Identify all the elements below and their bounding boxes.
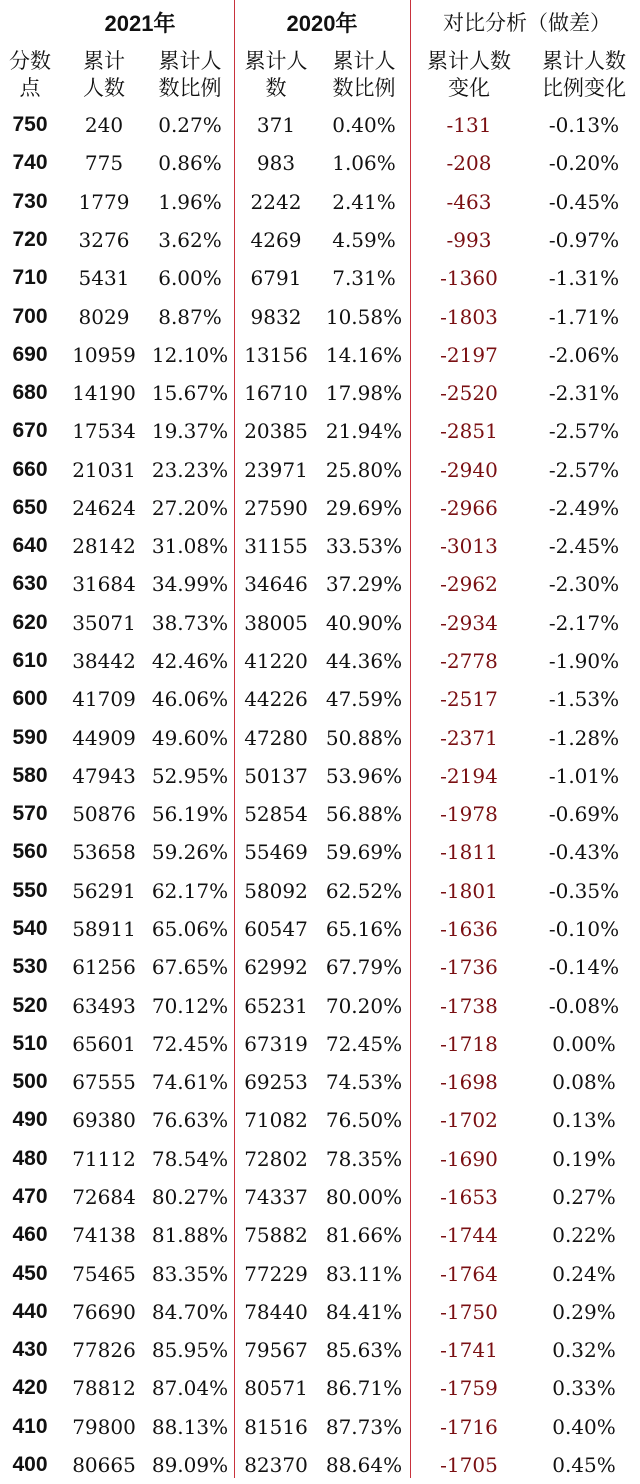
- score-cell: 650: [12, 495, 48, 519]
- ratio-change-cell: 0.19%: [552, 1146, 616, 1171]
- ratio-change-cell: -2.06%: [548, 342, 620, 367]
- cumulative-2020-cell: 23971: [244, 457, 308, 482]
- ratio-2020-cell: 53.96%: [325, 763, 403, 788]
- ratio-change-cell: -0.97%: [548, 227, 620, 252]
- score-cell: 720: [12, 227, 48, 251]
- count-change-cell: -993: [446, 227, 492, 252]
- ratio-change-cell: 0.00%: [552, 1031, 616, 1056]
- count-change-cell: -3013: [440, 534, 498, 559]
- cumulative-2020-cell: 71082: [244, 1108, 308, 1133]
- cumulative-2020-cell: 82370: [244, 1452, 308, 1477]
- group-header-2021: 2021年: [104, 10, 176, 36]
- ratio-2021-cell: 80.27%: [151, 1184, 229, 1209]
- ratio-2021-cell: 74.61%: [151, 1070, 229, 1095]
- cumulative-2021-cell: 72684: [72, 1184, 136, 1209]
- count-change-cell: -2520: [440, 381, 498, 406]
- table-row: [0, 565, 640, 603]
- table-row: [0, 642, 640, 680]
- ratio-2020-cell: 59.69%: [325, 840, 403, 865]
- cumulative-2020-cell: 50137: [244, 763, 308, 788]
- ratio-change-cell: 0.40%: [552, 1414, 616, 1439]
- score-cell: 410: [12, 1414, 48, 1438]
- ratio-change-cell: -0.45%: [548, 189, 620, 214]
- cumulative-2021-cell: 76690: [72, 1299, 136, 1324]
- ratio-2021-cell: 6.00%: [158, 266, 222, 291]
- ratio-2020-cell: 1.06%: [332, 151, 396, 176]
- cumulative-2021-cell: 35071: [72, 610, 136, 635]
- score-cell: 630: [12, 572, 48, 596]
- col-header-2020-ratio: 累计人 数比例: [332, 49, 396, 100]
- table-row: [0, 1178, 640, 1216]
- count-change-cell: -1705: [440, 1452, 498, 1477]
- score-cell: 690: [12, 342, 48, 366]
- cumulative-2021-cell: 78812: [72, 1376, 136, 1401]
- ratio-change-cell: -0.10%: [548, 917, 620, 941]
- score-cell: 490: [12, 1108, 48, 1132]
- table-row: [0, 833, 640, 871]
- ratio-2021-cell: 12.10%: [151, 342, 229, 367]
- count-change-cell: -2778: [440, 649, 498, 674]
- table-row: [0, 1369, 640, 1407]
- cumulative-2021-cell: 80665: [72, 1452, 136, 1477]
- cumulative-2020-cell: 55469: [244, 840, 308, 865]
- ratio-change-cell: -2.17%: [548, 610, 620, 635]
- ratio-change-cell: -0.14%: [548, 955, 620, 980]
- ratio-change-cell: 0.45%: [552, 1452, 616, 1477]
- ratio-2020-cell: 21.94%: [325, 419, 403, 444]
- score-cell: 560: [12, 840, 48, 864]
- count-change-cell: -1738: [440, 993, 498, 1018]
- ratio-change-cell: -2.57%: [548, 457, 620, 482]
- ratio-2021-cell: 65.06%: [151, 917, 229, 941]
- ratio-2020-cell: 81.66%: [325, 1223, 403, 1248]
- col-header-2020-cumulative: 累计人 数: [244, 49, 308, 100]
- ratio-2020-cell: 40.90%: [325, 610, 403, 635]
- table-row: [0, 1293, 640, 1331]
- score-cell: 730: [12, 189, 48, 213]
- cumulative-2020-cell: 79567: [244, 1338, 308, 1363]
- ratio-2020-cell: 14.16%: [325, 342, 403, 367]
- cumulative-2021-cell: 14190: [72, 381, 136, 406]
- ratio-2020-cell: 62.52%: [325, 878, 403, 903]
- score-cell: 470: [12, 1184, 48, 1208]
- count-change-cell: -1801: [440, 878, 498, 903]
- table-row: [0, 1446, 640, 1484]
- cumulative-2020-cell: 371: [256, 113, 296, 138]
- cumulative-2020-cell: 13156: [244, 342, 308, 367]
- score-cell: 430: [12, 1338, 48, 1362]
- cumulative-2021-cell: 77826: [72, 1338, 136, 1363]
- cumulative-2021-cell: 240: [84, 113, 124, 138]
- score-cell: 510: [12, 1031, 48, 1055]
- table-row: [0, 221, 640, 259]
- ratio-change-cell: -1.53%: [548, 687, 620, 712]
- count-change-cell: -1764: [440, 1261, 498, 1286]
- ratio-2021-cell: 81.88%: [151, 1223, 229, 1248]
- table-row: [0, 1101, 640, 1139]
- ratio-2021-cell: 56.19%: [151, 802, 229, 827]
- ratio-2020-cell: 37.29%: [325, 572, 403, 597]
- cumulative-2021-cell: 71112: [72, 1146, 136, 1171]
- table-row: [0, 680, 640, 718]
- ratio-2021-cell: 3.62%: [158, 227, 222, 252]
- cumulative-2020-cell: 6791: [250, 266, 302, 291]
- ratio-2020-cell: 84.41%: [325, 1299, 403, 1324]
- ratio-2021-cell: 72.45%: [151, 1031, 229, 1056]
- ratio-2021-cell: 34.99%: [151, 572, 229, 597]
- cumulative-2020-cell: 65231: [244, 993, 308, 1018]
- cumulative-2021-cell: 8029: [78, 304, 130, 329]
- ratio-2021-cell: 62.17%: [151, 878, 229, 903]
- ratio-2021-cell: 87.04%: [151, 1376, 229, 1401]
- ratio-2020-cell: 87.73%: [325, 1414, 403, 1439]
- table-row: [0, 910, 640, 948]
- ratio-2020-cell: 85.63%: [325, 1338, 403, 1363]
- count-change-cell: -463: [446, 189, 492, 214]
- table-row: [0, 757, 640, 795]
- cumulative-2021-cell: 75465: [72, 1261, 136, 1286]
- ratio-2021-cell: 1.96%: [158, 189, 222, 214]
- score-cell: 640: [12, 534, 48, 558]
- count-change-cell: -2194: [440, 763, 498, 788]
- count-change-cell: -2940: [440, 457, 498, 482]
- cumulative-2020-cell: 72802: [244, 1146, 308, 1171]
- cumulative-2020-cell: 9832: [250, 304, 302, 329]
- count-change-cell: -2371: [440, 725, 498, 750]
- ratio-2020-cell: 17.98%: [325, 381, 403, 406]
- ratio-change-cell: -2.45%: [548, 534, 620, 559]
- count-change-cell: -1690: [440, 1146, 498, 1171]
- group-header-2020: 2020年: [286, 10, 358, 36]
- count-change-cell: -1653: [440, 1184, 498, 1209]
- ratio-change-cell: 0.22%: [552, 1223, 616, 1248]
- cumulative-2021-cell: 31684: [72, 572, 136, 597]
- cumulative-2020-cell: 983: [256, 151, 296, 176]
- count-change-cell: -2934: [440, 610, 498, 635]
- count-change-cell: -1702: [440, 1108, 498, 1133]
- ratio-2020-cell: 2.41%: [332, 189, 396, 214]
- ratio-2021-cell: 67.65%: [151, 955, 229, 980]
- cumulative-2020-cell: 74337: [244, 1184, 308, 1209]
- ratio-2021-cell: 76.63%: [151, 1108, 229, 1133]
- cumulative-2021-cell: 65601: [72, 1031, 136, 1056]
- ratio-2020-cell: 80.00%: [325, 1184, 403, 1209]
- table-row: [0, 604, 640, 642]
- table-row: [0, 948, 640, 986]
- table-row: [0, 1254, 640, 1292]
- count-change-cell: -1759: [440, 1376, 498, 1401]
- cumulative-2020-cell: 75882: [244, 1223, 308, 1248]
- cumulative-2021-cell: 21031: [72, 457, 136, 482]
- ratio-change-cell: -1.01%: [548, 763, 620, 788]
- ratio-change-cell: -0.13%: [548, 113, 620, 138]
- cumulative-2020-cell: 80571: [244, 1376, 308, 1401]
- count-change-cell: -1978: [440, 802, 498, 827]
- ratio-2021-cell: 27.20%: [151, 495, 229, 520]
- cumulative-2020-cell: 77229: [244, 1261, 308, 1286]
- table-row: [0, 336, 640, 374]
- table-row: [0, 412, 640, 450]
- table-row: [0, 1025, 640, 1063]
- score-cell: 600: [12, 687, 48, 711]
- ratio-2020-cell: 78.35%: [325, 1146, 403, 1171]
- score-cell: 710: [12, 266, 48, 290]
- cumulative-2020-cell: 78440: [244, 1299, 308, 1324]
- cumulative-2021-cell: 61256: [72, 955, 136, 980]
- ratio-2020-cell: 25.80%: [325, 457, 403, 482]
- score-cell: 700: [12, 304, 48, 328]
- cumulative-2021-cell: 44909: [72, 725, 136, 750]
- col-header-ratio-change: 累计人数 比例变化: [542, 49, 626, 100]
- cumulative-2020-cell: 34646: [244, 572, 308, 597]
- ratio-change-cell: -1.31%: [548, 266, 620, 291]
- score-cell: 660: [12, 457, 48, 481]
- count-change-cell: -2517: [440, 687, 498, 712]
- ratio-2021-cell: 46.06%: [151, 687, 229, 712]
- cumulative-2020-cell: 41220: [244, 649, 308, 674]
- ratio-change-cell: -1.28%: [548, 725, 620, 750]
- count-change-cell: -1736: [440, 955, 498, 980]
- cumulative-2020-cell: 47280: [244, 725, 308, 750]
- ratio-change-cell: 0.13%: [552, 1108, 616, 1133]
- table-row: [0, 106, 640, 144]
- ratio-2020-cell: 44.36%: [325, 649, 403, 674]
- ratio-2021-cell: 8.87%: [158, 304, 222, 329]
- cumulative-2021-cell: 67555: [72, 1070, 136, 1095]
- ratio-change-cell: 0.24%: [552, 1261, 616, 1286]
- ratio-2021-cell: 85.95%: [151, 1338, 229, 1363]
- count-change-cell: -1811: [440, 840, 498, 865]
- cumulative-2021-cell: 775: [84, 151, 124, 176]
- ratio-2021-cell: 89.09%: [151, 1452, 229, 1477]
- score-cell: 570: [12, 802, 48, 826]
- table-row: [0, 1216, 640, 1254]
- count-change-cell: -1803: [440, 304, 498, 329]
- cumulative-2020-cell: 44226: [244, 687, 308, 712]
- table-row: [0, 374, 640, 412]
- count-change-cell: -2851: [440, 419, 498, 444]
- ratio-2020-cell: 76.50%: [325, 1108, 403, 1133]
- ratio-change-cell: -0.43%: [548, 840, 620, 865]
- cumulative-2021-cell: 74138: [72, 1223, 136, 1248]
- cumulative-2020-cell: 2242: [250, 189, 302, 214]
- cumulative-2021-cell: 28142: [72, 534, 136, 559]
- ratio-2021-cell: 23.23%: [151, 457, 229, 482]
- cumulative-2021-cell: 53658: [72, 840, 136, 865]
- ratio-2020-cell: 4.59%: [332, 227, 396, 252]
- group-header-analysis: 对比分析（做差）: [443, 11, 611, 35]
- ratio-change-cell: 0.29%: [552, 1299, 616, 1324]
- ratio-2021-cell: 15.67%: [151, 381, 229, 406]
- ratio-2020-cell: 50.88%: [325, 725, 403, 750]
- cumulative-2021-cell: 17534: [72, 419, 136, 444]
- score-cell: 520: [12, 993, 48, 1017]
- score-cell: 400: [12, 1452, 48, 1476]
- ratio-2021-cell: 0.27%: [158, 113, 222, 138]
- cumulative-2021-cell: 50876: [72, 802, 136, 827]
- cumulative-2021-cell: 10959: [72, 342, 136, 367]
- ratio-2021-cell: 70.12%: [151, 993, 229, 1018]
- ratio-2021-cell: 78.54%: [151, 1146, 229, 1171]
- cumulative-2020-cell: 52854: [244, 802, 308, 827]
- cumulative-2020-cell: 67319: [244, 1031, 308, 1056]
- score-cell: 750: [12, 113, 48, 137]
- ratio-change-cell: 0.32%: [552, 1338, 616, 1363]
- col-header-2021-cumulative: 累计 人数: [83, 49, 125, 100]
- table-row: [0, 872, 640, 910]
- count-change-cell: -1636: [440, 917, 498, 941]
- table-row: [0, 259, 640, 297]
- cumulative-2020-cell: 60547: [244, 917, 308, 941]
- cumulative-2021-cell: 47943: [72, 763, 136, 788]
- score-cell: 530: [12, 955, 48, 979]
- ratio-change-cell: 0.33%: [552, 1376, 616, 1401]
- ratio-2021-cell: 49.60%: [151, 725, 229, 750]
- ratio-2021-cell: 88.13%: [151, 1414, 229, 1439]
- count-change-cell: -131: [446, 113, 492, 138]
- cumulative-2021-cell: 63493: [72, 993, 136, 1018]
- ratio-2021-cell: 84.70%: [151, 1299, 229, 1324]
- count-change-cell: -2962: [440, 572, 498, 597]
- cumulative-2021-cell: 38442: [72, 649, 136, 674]
- ratio-change-cell: 0.08%: [552, 1070, 616, 1095]
- table-row: [0, 1140, 640, 1178]
- ratio-2020-cell: 33.53%: [325, 534, 403, 559]
- table-row: [0, 1331, 640, 1369]
- ratio-2020-cell: 65.16%: [325, 917, 403, 941]
- score-cell: 670: [12, 419, 48, 443]
- cumulative-2021-cell: 41709: [72, 687, 136, 712]
- ratio-2020-cell: 74.53%: [325, 1070, 403, 1095]
- ratio-2020-cell: 67.79%: [325, 955, 403, 980]
- ratio-2020-cell: 29.69%: [325, 495, 403, 520]
- ratio-change-cell: 0.27%: [552, 1184, 616, 1209]
- cumulative-2021-cell: 79800: [72, 1414, 136, 1439]
- count-change-cell: -1750: [440, 1299, 498, 1324]
- cumulative-2021-cell: 1779: [78, 189, 130, 214]
- count-change-cell: -1698: [440, 1070, 498, 1095]
- count-change-cell: -1716: [440, 1414, 498, 1439]
- count-change-cell: -1741: [440, 1338, 498, 1363]
- cumulative-2020-cell: 20385: [244, 419, 308, 444]
- ratio-2020-cell: 86.71%: [325, 1376, 403, 1401]
- score-cell: 680: [12, 381, 48, 405]
- ratio-2020-cell: 47.59%: [325, 687, 403, 712]
- ratio-change-cell: -0.69%: [548, 802, 620, 827]
- score-cell: 540: [12, 917, 48, 940]
- cumulative-2020-cell: 4269: [250, 227, 302, 252]
- cumulative-2021-cell: 58911: [72, 917, 136, 941]
- cumulative-2021-cell: 5431: [78, 266, 130, 291]
- ratio-2020-cell: 88.64%: [325, 1452, 403, 1477]
- ratio-change-cell: -2.57%: [548, 419, 620, 444]
- table-row: [0, 795, 640, 833]
- ratio-change-cell: -2.30%: [548, 572, 620, 597]
- table-row: [0, 451, 640, 489]
- ratio-2021-cell: 52.95%: [151, 763, 229, 788]
- table-row: [0, 183, 640, 221]
- count-change-cell: -1718: [440, 1031, 498, 1056]
- cumulative-2020-cell: 62992: [244, 955, 308, 980]
- score-cell: 550: [12, 878, 48, 902]
- ratio-change-cell: -0.08%: [548, 993, 620, 1018]
- ratio-2021-cell: 31.08%: [151, 534, 229, 559]
- cumulative-2020-cell: 31155: [244, 534, 308, 559]
- ratio-2020-cell: 72.45%: [325, 1031, 403, 1056]
- ratio-2020-cell: 7.31%: [332, 266, 396, 291]
- count-change-cell: -2197: [440, 342, 498, 367]
- ratio-2021-cell: 38.73%: [151, 610, 229, 635]
- ratio-2020-cell: 0.40%: [332, 113, 396, 138]
- table-row: [0, 718, 640, 756]
- ratio-change-cell: -0.35%: [548, 878, 620, 903]
- ratio-2020-cell: 83.11%: [325, 1261, 403, 1286]
- ratio-change-cell: -2.31%: [548, 381, 620, 406]
- count-change-cell: -2966: [440, 495, 498, 520]
- score-cell: 500: [12, 1070, 48, 1094]
- count-change-cell: -208: [446, 151, 492, 176]
- score-cell: 740: [12, 151, 48, 175]
- ratio-2020-cell: 10.58%: [325, 304, 403, 329]
- cumulative-2021-cell: 69380: [72, 1108, 136, 1133]
- cumulative-2020-cell: 58092: [244, 878, 308, 903]
- table-row: [0, 489, 640, 527]
- count-change-cell: -1360: [440, 266, 498, 291]
- col-header-score: 分数 点: [9, 49, 51, 100]
- score-cell: 620: [12, 610, 48, 634]
- ratio-2021-cell: 0.86%: [158, 151, 222, 176]
- score-cell: 590: [12, 725, 48, 749]
- score-cell: 610: [12, 649, 48, 673]
- ratio-change-cell: -1.71%: [548, 304, 620, 329]
- col-header-count-change: 累计人数 变化: [427, 49, 511, 100]
- cumulative-2020-cell: 27590: [244, 495, 308, 520]
- cumulative-2020-cell: 16710: [244, 381, 308, 406]
- score-cell: 460: [12, 1223, 48, 1247]
- ratio-2021-cell: 42.46%: [151, 649, 229, 674]
- ratio-change-cell: -1.90%: [548, 649, 620, 674]
- score-cell: 450: [12, 1261, 48, 1285]
- table-row: [0, 986, 640, 1024]
- score-cell: 480: [12, 1146, 48, 1170]
- table-row: [0, 144, 640, 182]
- score-cell: 440: [12, 1299, 48, 1323]
- cumulative-2021-cell: 3276: [78, 227, 130, 252]
- ratio-2021-cell: 19.37%: [151, 419, 229, 444]
- ratio-change-cell: -0.20%: [548, 151, 620, 176]
- count-change-cell: -1744: [440, 1223, 498, 1248]
- cumulative-2021-cell: 56291: [72, 878, 136, 903]
- table-row: [0, 297, 640, 335]
- ratio-2020-cell: 70.20%: [325, 993, 403, 1018]
- table-row: [0, 527, 640, 565]
- score-cell: 420: [12, 1376, 48, 1400]
- cumulative-2021-cell: 24624: [72, 495, 136, 520]
- cumulative-2020-cell: 38005: [244, 610, 308, 635]
- table-row: [0, 1408, 640, 1446]
- table-row: [0, 1063, 640, 1101]
- col-header-2021-ratio: 累计人 数比例: [158, 49, 222, 100]
- ratio-change-cell: -2.49%: [548, 495, 620, 520]
- ratio-2021-cell: 59.26%: [151, 840, 229, 865]
- ratio-2020-cell: 56.88%: [325, 802, 403, 827]
- cumulative-2020-cell: 81516: [244, 1414, 308, 1439]
- cumulative-2020-cell: 69253: [244, 1070, 308, 1095]
- ratio-2021-cell: 83.35%: [151, 1261, 229, 1286]
- score-cell: 580: [12, 763, 48, 787]
